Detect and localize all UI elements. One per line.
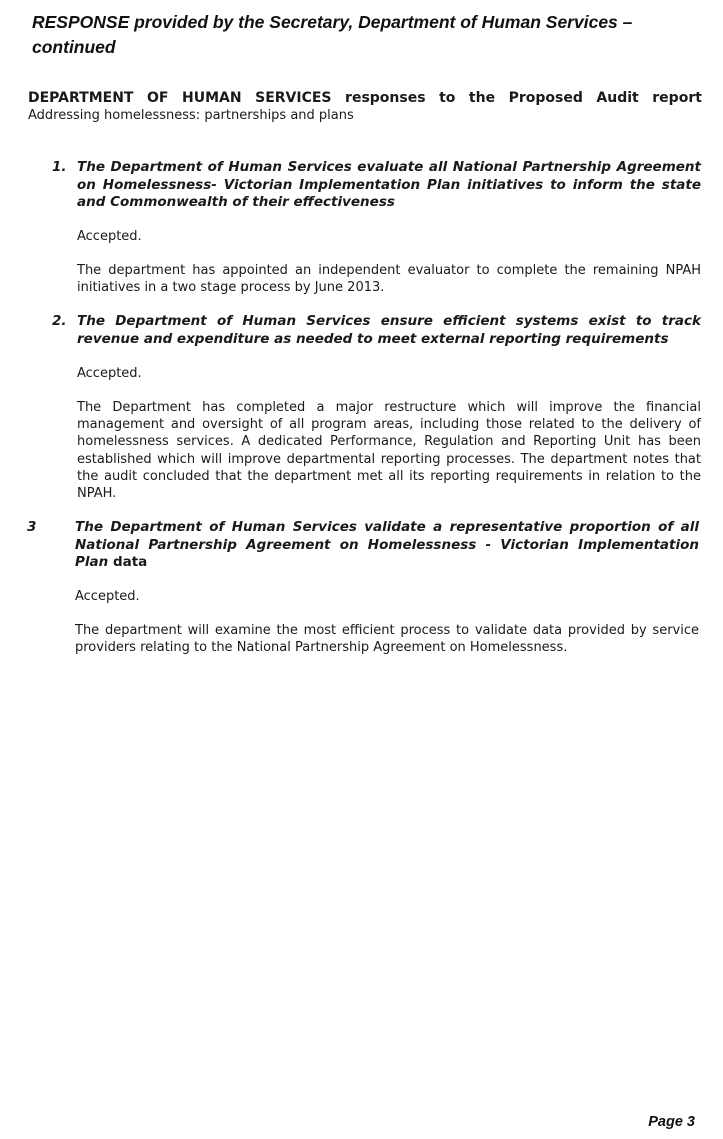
recommendation-number: 1. [52,159,67,175]
recommendation-title [77,159,701,212]
recommendation-response: The Department has completed a major restructure which will improve the financial management and oversight of all program areas, including those related to the delivery of homelessness services. A dedicated Performance, Regulation and Reporting Unit has been established which will improve departmental reporting processes. The department notes that the audit concluded that the department met all its reporting requirements in relation to the NPAH. [77,400,701,502]
heading-word: Audit [596,90,639,106]
heading-word: responses [345,90,426,106]
recommendation-title [77,313,701,348]
document-heading [28,89,702,124]
heading-word: HUMAN [182,90,242,106]
heading-title [28,89,702,107]
recommendation-response: The department will examine the most efficient process to validate data provided by service providers relating to the National Partnership Agreement on Homelessness. [75,623,699,656]
heading-word: Proposed [508,90,583,106]
recommendation-title-text: The Department of Human Services evaluate all National Partnership Agreement on Homelessness- Victorian Implementation Plan initiatives to inform the state and Commonwealth of their effectiveness [77,159,701,210]
heading-word: to [439,90,456,106]
heading-word: OF [147,90,169,106]
recommendation-number: 3 [27,519,37,535]
page-header: RESPONSE provided by the Secretary, Department of Human Services – continued [32,12,633,57]
heading-word: SERVICES [255,90,332,106]
heading-word: DEPARTMENT [28,90,134,106]
recommendation-response: The department has appointed an independent evaluator to complete the remaining NPAH initiatives in a two stage process by June 2013. [77,263,701,296]
recommendation-status: Accepted. [77,229,142,244]
recommendation-status: Accepted. [77,366,142,381]
recommendation-number: 2. [52,313,67,329]
page-number: Page 3 [648,1114,695,1130]
recommendation-title [75,519,699,572]
heading-word: the [468,90,496,106]
heading-word: report [652,90,702,106]
recommendation-title-text: The Department of Human Services validate a representative proportion of all National Partnership Agreement on Homelessness - Victorian Implementation Plan [75,519,699,570]
recommendation-title-text: The Department of Human Services ensure efficient systems exist to track revenue and expenditure as needed to meet external reporting requirements [77,313,701,347]
heading-subtitle: Addressing homelessness: partnerships and plans [28,108,354,123]
recommendation-title-tail: data [108,554,148,570]
recommendation-status: Accepted. [75,589,140,604]
